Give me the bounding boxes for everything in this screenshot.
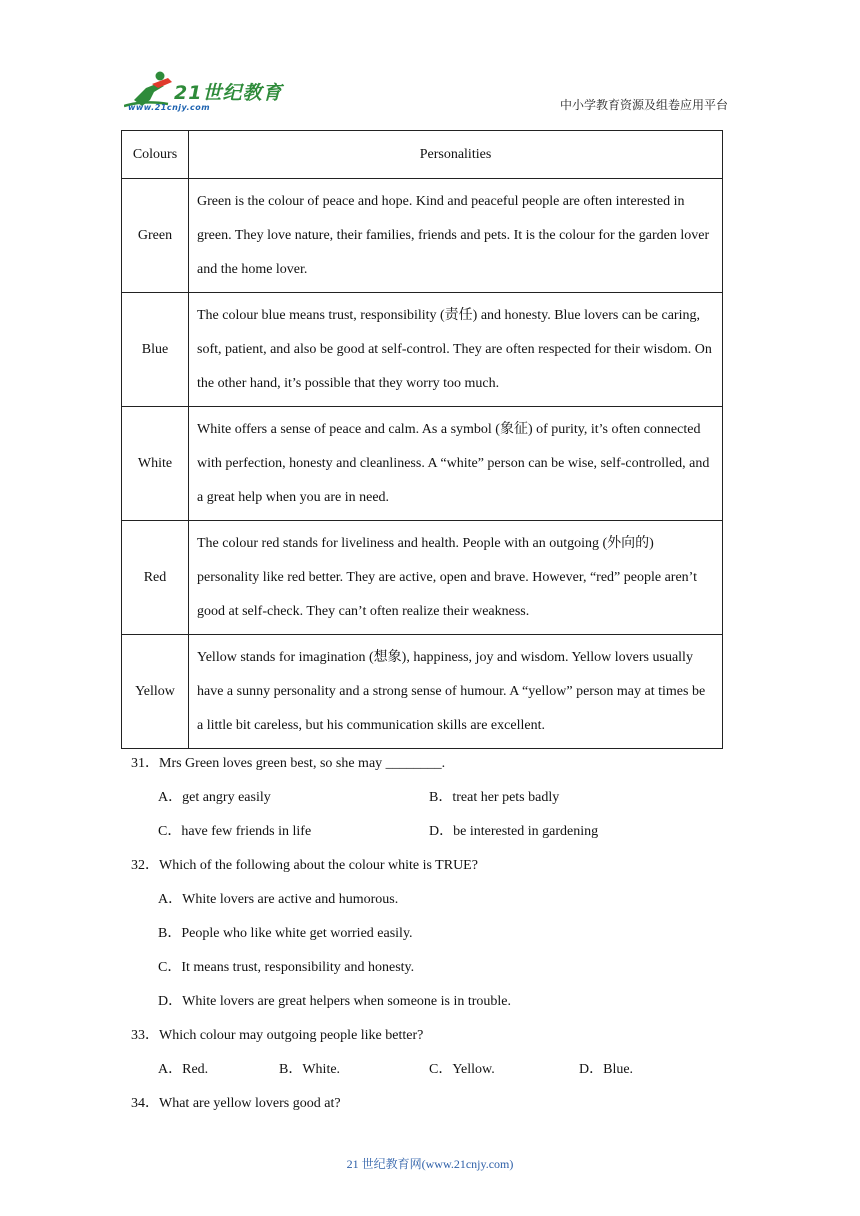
option-33-b[interactable]: B．White. [279,1062,341,1077]
option-32-d[interactable]: D．White lovers are great helpers when someone is in trouble. [158,994,512,1009]
option-32-c[interactable]: C．It means trust, responsibility and honesty. [158,960,415,975]
personality-text: White offers a sense of peace and calm. As a symbol (象征) of purity, it’s often connected with perfection, honesty and cleanliness. A “white” person can be wise, self-controlled, and a great help when you are in need. [189,407,723,521]
option-33-d[interactable]: D．Blue. [579,1062,634,1077]
option-33-c[interactable]: C．Yellow. [429,1062,495,1077]
option-32-a[interactable]: A．White lovers are active and humorous. [158,892,399,907]
table-row [122,407,723,521]
colour-name: Yellow [122,635,189,749]
option-32-b[interactable]: B．People who like white get worried easily. [158,926,413,941]
colour-name: White [122,407,189,521]
logo-url: www.21cnjy.com [128,103,211,112]
personality-text: The colour red stands for liveliness and health. People with an outgoing (外向的) personality like red better. They are active, open and brave. However, “red” people aren’t good at self-check. They can’t often realize their weakness. [189,521,723,635]
table-header-row [122,131,723,179]
logo-text: 21世纪教育 [174,82,283,104]
option-33-a[interactable]: A．Red. [158,1062,209,1077]
colour-name: Blue [122,293,189,407]
option-31-b[interactable]: B．treat her pets badly [429,790,560,805]
colour-personality-table [121,130,723,749]
personality-text: The colour blue means trust, responsibility (责任) and honesty. Blue lovers can be caring, soft, patient, and also be good at self-control. They are often respected for their wisdom. On the other hand, it’s possible that they worry too much. [189,293,723,407]
table-row [122,635,723,749]
personality-text: Green is the colour of peace and hope. Kind and peaceful people are often interested in green. They love nature, their families, friends and pets. It is the colour for the garden lover and the home lover. [189,179,723,293]
question-33: 33．Which colour may outgoing people like better? [131,1028,424,1043]
header-colours: Colours [122,131,189,179]
option-31-d[interactable]: D．be interested in gardening [429,824,599,839]
question-34: 34．What are yellow lovers good at? [131,1096,341,1111]
header-personalities: Personalities [189,131,723,179]
question-32: 32．Which of the following about the colour white is TRUE? [131,858,478,873]
table-row [122,521,723,635]
table-row [122,179,723,293]
personality-text: Yellow stands for imagination (想象), happiness, joy and wisdom. Yellow lovers usually have a sunny personality and a strong sense of humour. A “yellow” person may at times be a little bit careless, but his communication skills are excellent. [189,635,723,749]
colour-name: Red [122,521,189,635]
table-row [122,293,723,407]
option-31-a[interactable]: A．get angry easily [158,790,271,805]
platform-name: 中小学教育资源及组卷应用平台 [559,98,728,112]
logo [124,70,294,116]
colour-name: Green [122,179,189,293]
question-31: 31．Mrs Green loves green best, so she may ________. [131,756,446,771]
footer-link[interactable]: 21 世纪教育网(www.21cnjy.com) [346,1157,514,1171]
option-31-c[interactable]: C．have few friends in life [158,824,312,839]
